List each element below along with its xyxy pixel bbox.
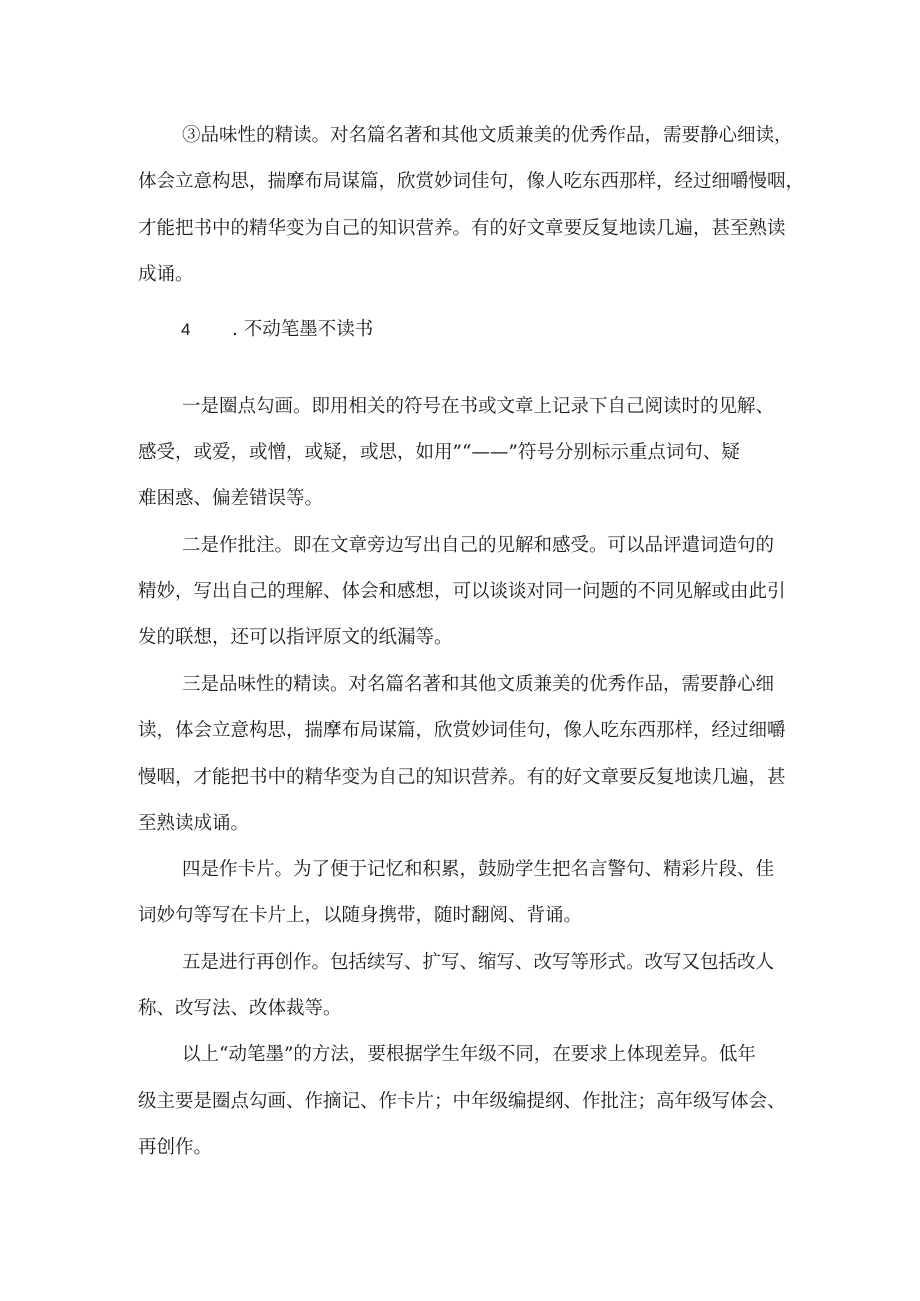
paragraph-line: 慢咽，才能把书中的精华变为自己的知识营养。有的好文章要反复地读几遍，甚 (138, 767, 786, 788)
paragraph-line: 二是作批注。即在文章旁边写出自己的见解和感受。可以品评遣词造句的 (182, 535, 775, 556)
paragraph-line: 难困惑、偏差错误等。 (138, 488, 324, 509)
section-title: . 不动笔墨不读书 (232, 319, 374, 340)
paragraph-line: 体会立意构思，揣摩布局谋篇，欣赏妙词佳句，像人吃东西那样，经过细嚼慢咽， (138, 171, 805, 192)
paragraph-line: 称、改写法、改体裁等。 (138, 998, 342, 1019)
paragraph-line: 才能把书中的精华变为自己的知识营养。有的好文章要反复地读几遍，甚至熟读 (138, 218, 786, 239)
paragraph-line: 五是进行再创作。包括续写、扩写、缩写、改写等形式。改写又包括改人 (182, 952, 775, 973)
paragraph-line: 词妙句等写在卡片上，以随身携带，随时翻阅、背诵。 (138, 905, 583, 926)
paragraph-line: 以上“动笔墨”的方法，要根据学生年级不同，在要求上体现差异。低年 (182, 1044, 756, 1065)
paragraph-line: 三是品味性的精读。对名篇名著和其他文质兼美的优秀作品，需要静心细 (182, 674, 775, 695)
paragraph-line: 精妙，写出自己的理解、体会和感想，可以谈谈对同一问题的不同见解或由此引 (138, 581, 786, 602)
paragraph-line: 成诵。 (138, 264, 194, 285)
paragraph-line: 感受，或爱，或憎，或疑，或思，如用”“——”符号分别标示重点词句、疑 (138, 442, 740, 463)
section-number: 4 (181, 320, 191, 339)
paragraph-line: 至熟读成诵。 (138, 813, 250, 834)
paragraph-line: 发的联想，还可以指评原文的纸漏等。 (138, 627, 453, 648)
paragraph-line: 一是圈点勾画。即用相关的符号在书或文章上记录下自己阅读时的见解、 (182, 396, 775, 417)
paragraph-line: 读，体会立意构思，揣摩布局谋篇，欣赏妙词佳句，像人吃东西那样，经过细嚼 (138, 720, 786, 741)
paragraph-line: 再创作。 (138, 1137, 213, 1158)
paragraph-line: 四是作卡片。为了便于记忆和积累，鼓励学生把名言警句、精彩片段、佳 (182, 859, 775, 880)
paragraph-line: 级主要是圈点勾画、作摘记、作卡片；中年级编提纲、作批注；高年级写体会、 (138, 1091, 786, 1112)
paragraph-line: ③品味性的精读。对名篇名著和其他文质兼美的优秀作品，需要静心细读， (182, 125, 793, 146)
